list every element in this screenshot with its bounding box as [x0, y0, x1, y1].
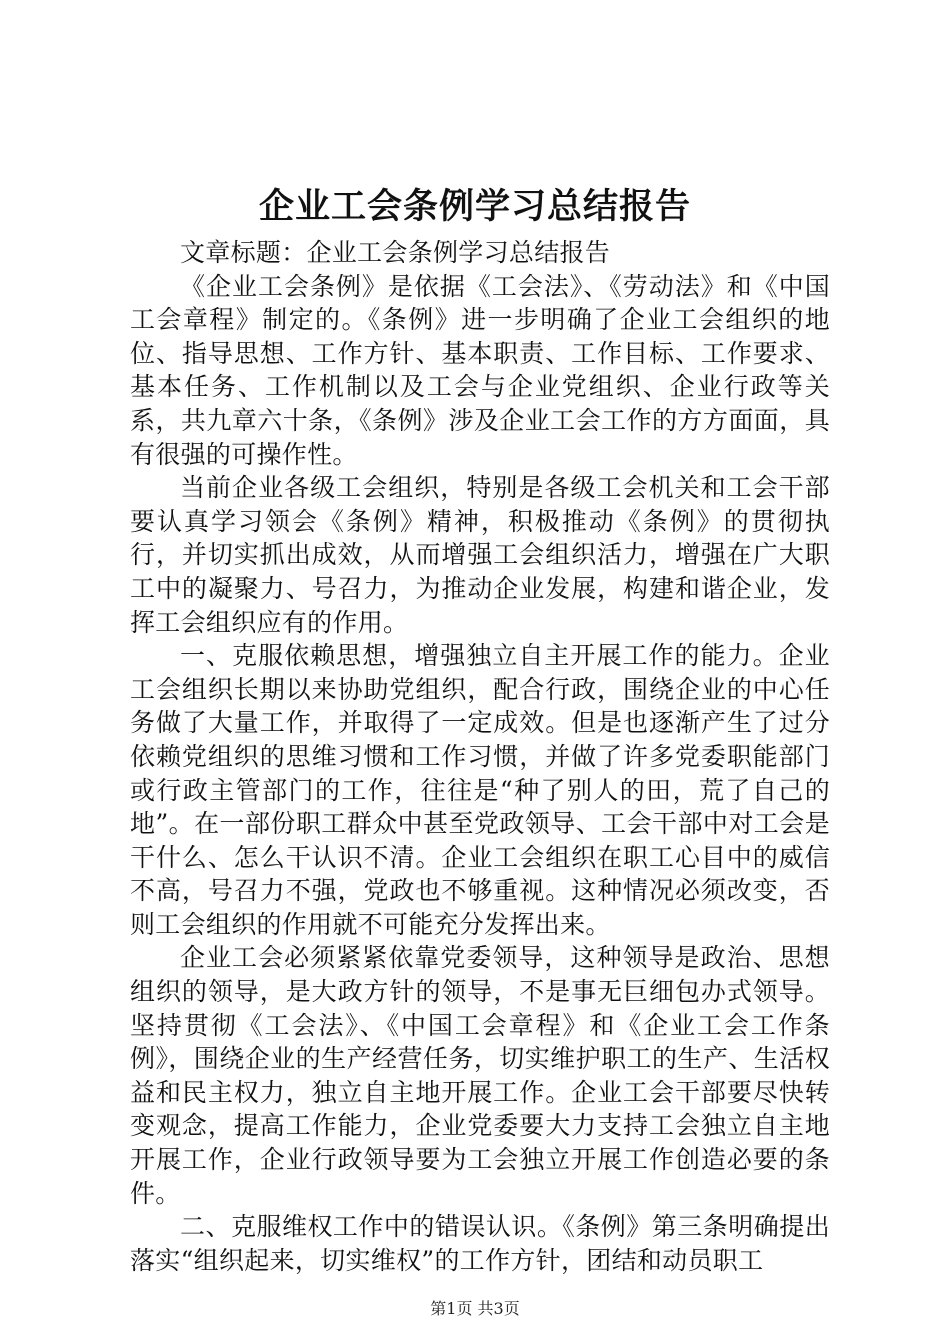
paragraph-section-two: 二、克服维权工作中的错误认识。《条例》第三条明确提出落实“组织起来，切实维权”的工作方针，团结和动员职工: [130, 1212, 830, 1275]
paragraph-party-leadership: 企业工会必须紧紧依靠党委领导，这种领导是政治、思想组织的领导，是大政方针的领导，不是事无巨细包办式领导。坚持贯彻《工会法》、《中国工会章程》和《企业工会工作条例》，围绕企业的生产经营任务，切实维护职工的生产、生活权益和民主权力，独立自主地开展工作。企业工会干部要尽快转变观念，提高工作能力，企业党委要大力支持工会独立自主地开展工作，企业行政领导要为工会独立开展工作创造必要的条件。: [130, 943, 830, 1208]
paragraph-current-task: 当前企业各级工会组织，特别是各级工会机关和工会干部要认真学习领会《条例》精神，积极推动《条例》的贯彻执行，并切实抓出成效，从而增强工会组织活力，增强在广大职工中的凝聚力、号召力，为推动企业发展，构建和谐企业，发挥工会组织应有的作用。: [130, 473, 830, 637]
document-title: 企业工会条例学习总结报告: [258, 187, 691, 227]
article-heading-line: 文章标题：企业工会条例学习总结报告: [180, 238, 611, 267]
page-footer: 第1页 共3页: [430, 1299, 520, 1318]
paragraph-section-one: 一、克服依赖思想，增强独立自主开展工作的能力。企业工会组织长期以来协助党组织，配合行政，围绕企业的中心任务做了大量工作，并取得了一定成效。但是也逐渐产生了过分依赖党组织的思维习惯和工作习惯，并做了许多党委职能部门或行政主管部门的工作，往往是“种了别人的田，荒了自己的地”。在一部份职工群众中甚至党政领导、工会干部中对工会是干什么、怎么干认识不清。企业工会组织在职工心目中的威信不高，号召力不强，党政也不够重视。这种情况必须改变，否则工会组织的作用就不可能充分发挥出来。: [130, 641, 830, 939]
document-body: [130, 236, 830, 1277]
paragraph-intro: 《企业工会条例》是依据《工会法》、《劳动法》和《中国工会章程》制定的。《条例》进一步明确了企业工会组织的地位、指导思想、工作方针、基本职责、工作目标、工作要求、基本任务、工作机制以及工会与企业党组织、企业行政等关系，共九章六十条，《条例》涉及企业工会工作的方方面面，具有很强的可操作性。: [130, 271, 830, 469]
